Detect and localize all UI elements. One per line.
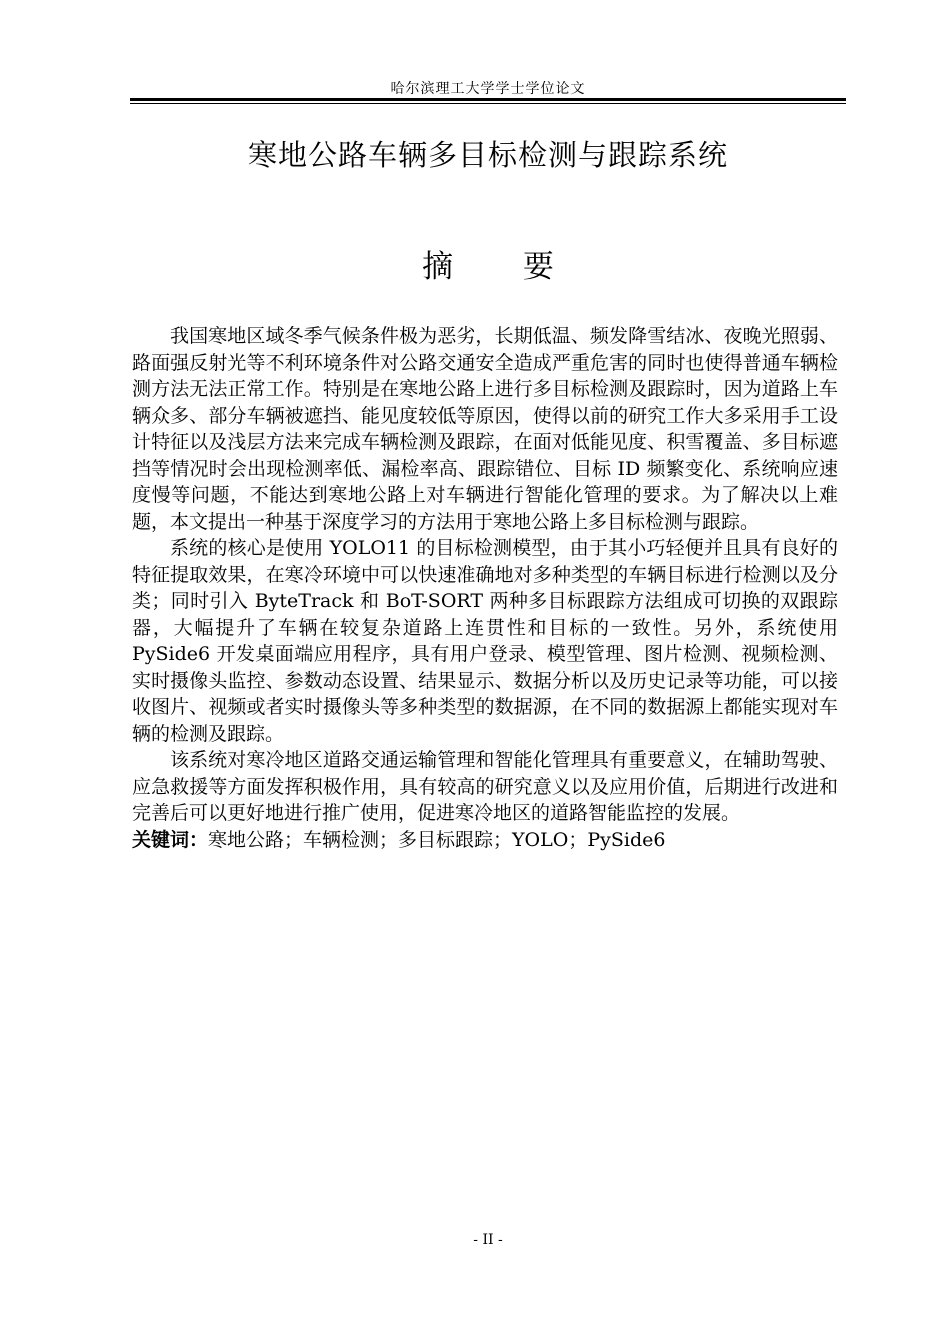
- abstract-paragraph-2: 系统的核心是使用 YOLO11 的目标检测模型，由于其小巧轻便并且具有良好的特征提取效果，在寒冷环境中可以快速准确地对多种类型的车辆目标进行检测以及分类；同时引入 ByteTrack 和 BoT-SORT 两种多目标跟踪方法组成可切换的双跟踪器，大幅提升了车辆在较复杂道路上连贯性和目标的一致性。另外，系统使用 PySide6 开发桌面端应用程序，具有用户登录、模型管理、图片检测、视频检测、实时摄像头监控、参数动态设置、结果显示、数据分析以及历史记录等功能，可以接收图片、视频或者实时摄像头等多种类型的数据源，在不同的数据源上都能实现对车辆的检测及跟踪。: [132, 537, 838, 745]
- thesis-title: 寒地公路车辆多目标检测与跟踪系统: [247, 138, 728, 172]
- abstract-heading: 摘 要: [422, 249, 584, 285]
- header-rule-thick: [130, 98, 846, 101]
- keywords-text: 寒地公路；车辆检测；多目标跟踪；YOLO；PySide6: [208, 828, 666, 851]
- keywords-label: 关键词：: [132, 828, 209, 851]
- keywords-line: [132, 827, 838, 854]
- abstract-paragraph-1: 我国寒地区域冬季气候条件极为恶劣，长期低温、频发降雪结冰、夜晚光照弱、路面强反射光等不利环境条件对公路交通安全造成严重危害的同时也使得普通车辆检测方法无法正常工作。特别是在寒地公路上进行多目标检测及跟踪时，因为道路上车辆众多、部分车辆被遮挡、能见度较低等原因，使得以前的研究工作大多采用手工设计特征以及浅层方法来完成车辆检测及跟踪，在面对低能见度、积雪覆盖、多目标遮挡等情况时会出现检测率低、漏检率高、跟踪错位、目标 ID 频繁变化、系统响应速度慢等问题，不能达到寒地公路上对车辆进行智能化管理的要求。为了解决以上难题，本文提出一种基于深度学习的方法用于寒地公路上多目标检测与跟踪。: [132, 325, 838, 533]
- abstract-paragraph-3: 该系统对寒冷地区道路交通运输管理和智能化管理具有重要意义，在辅助驾驶、应急救援等方面发挥积极作用，具有较高的研究意义以及应用价值，后期进行改进和完善后可以更好地进行推广使用，促进寒冷地区的道路智能监控的发展。: [132, 749, 838, 824]
- page-number: - II -: [473, 1232, 503, 1248]
- abstract-body: [132, 323, 838, 853]
- header-rule-thin: [130, 103, 846, 104]
- running-header: 哈尔滨理工大学学士学位论文: [390, 81, 586, 97]
